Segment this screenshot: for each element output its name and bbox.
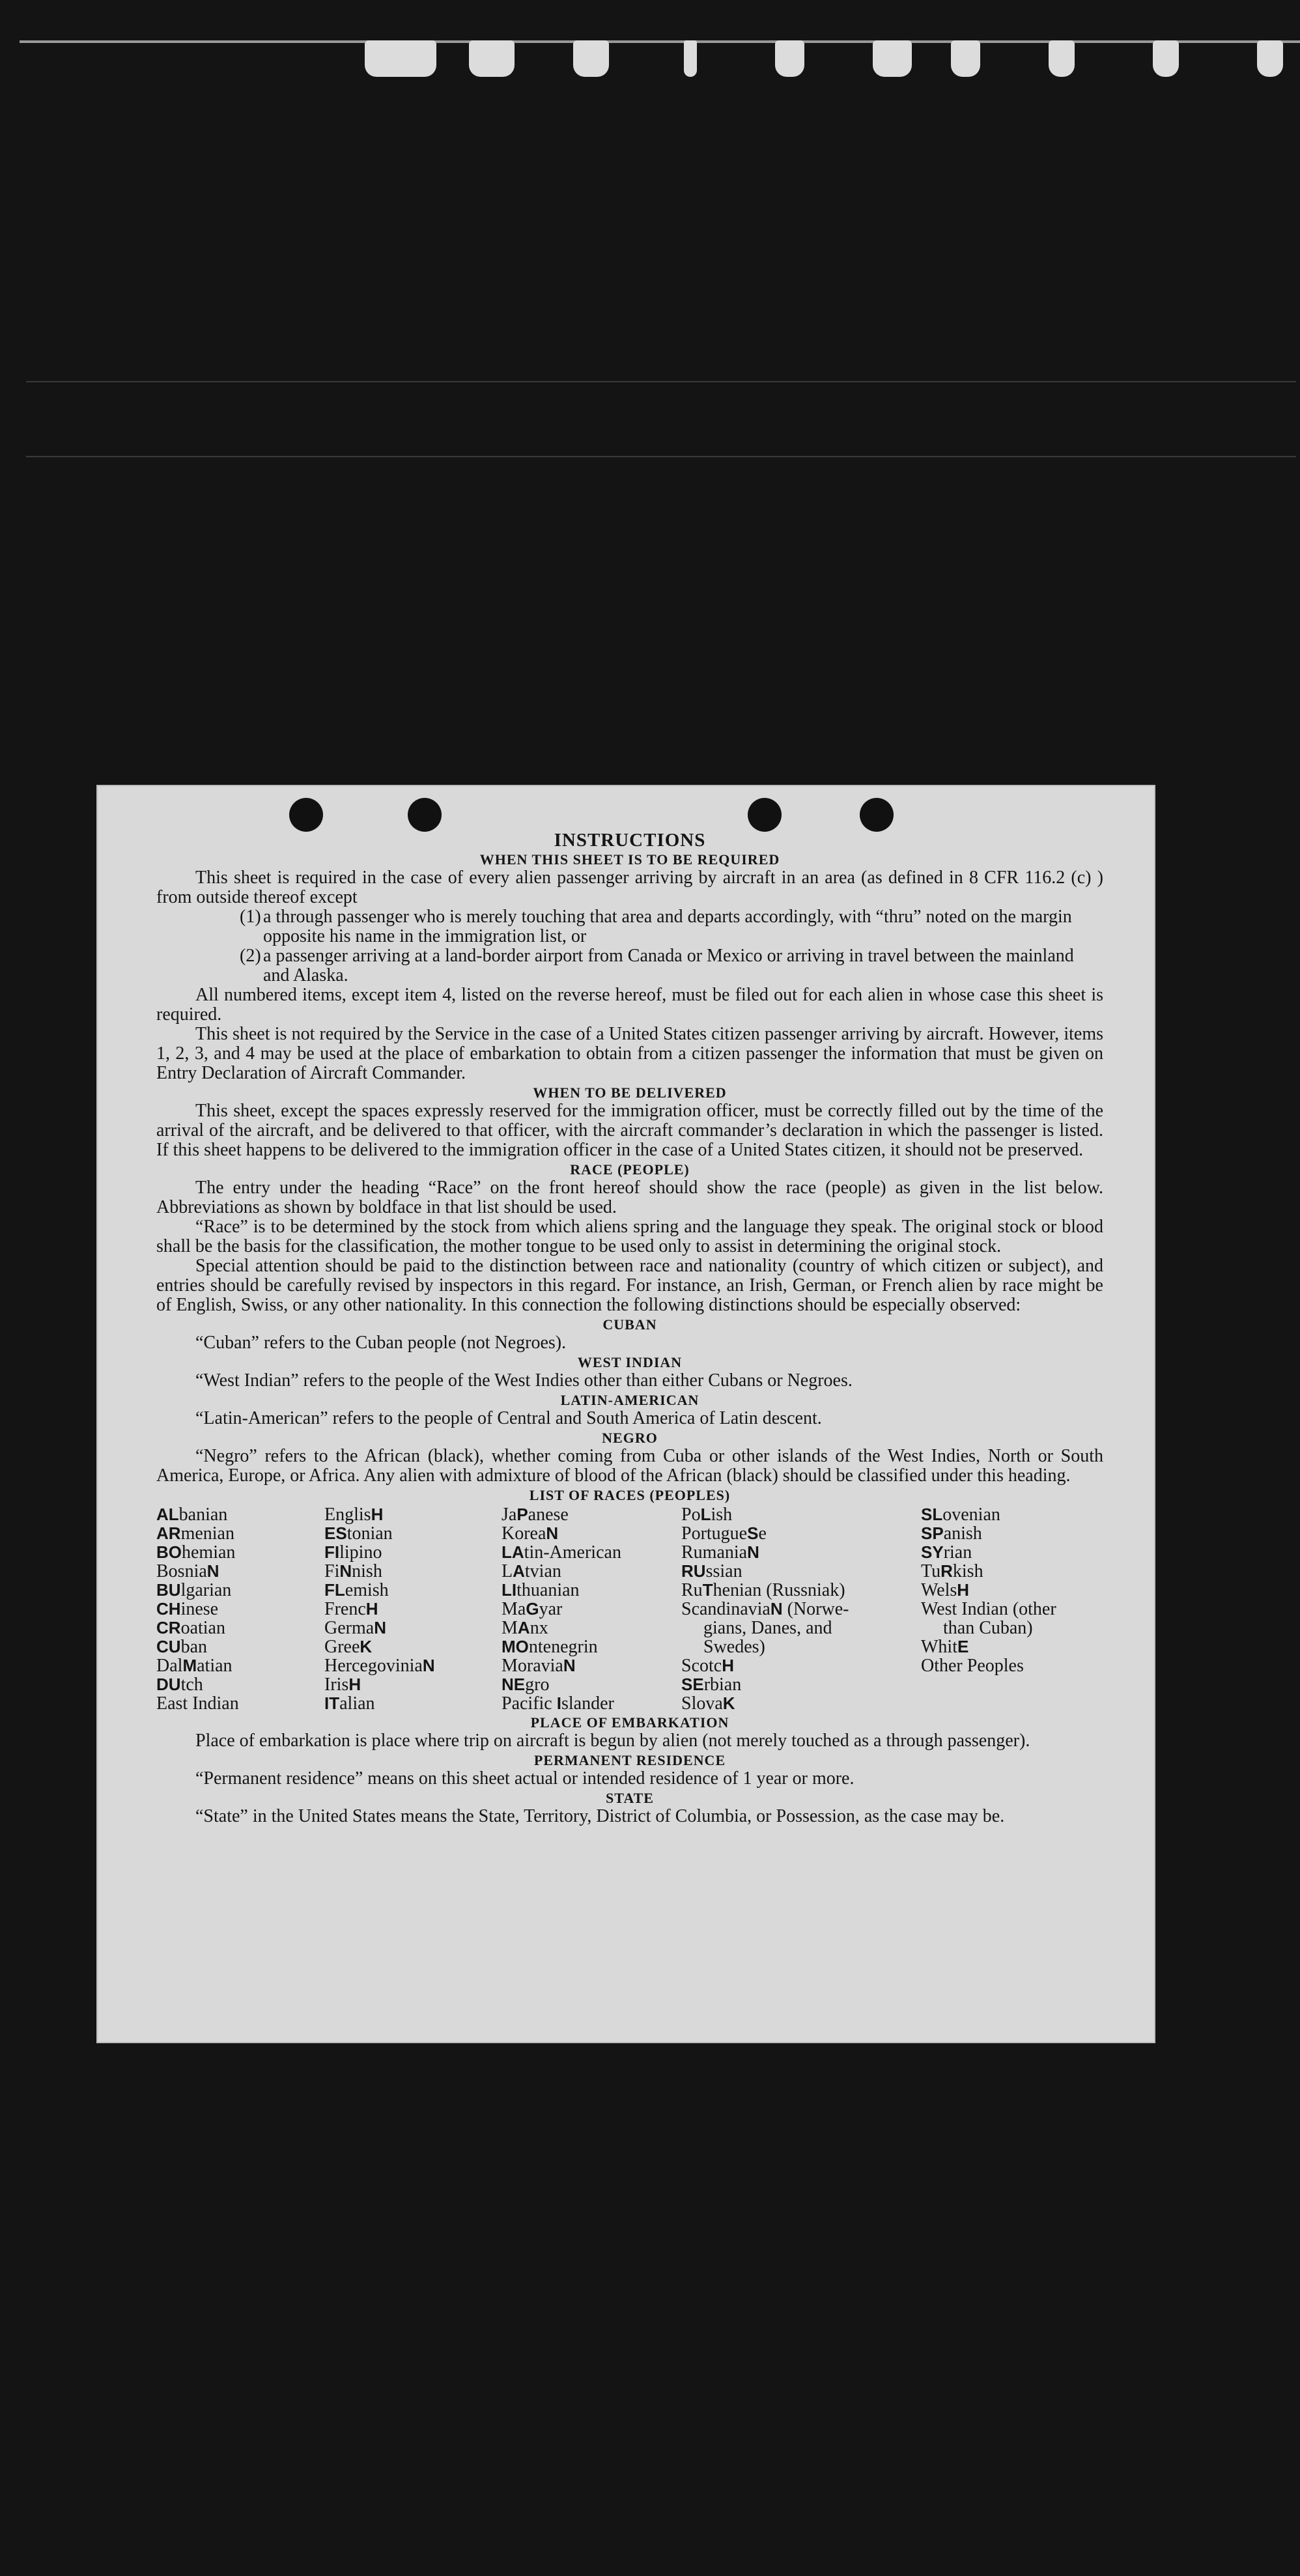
- film-mark: [684, 40, 697, 77]
- race-entry: SErbian: [681, 1675, 742, 1695]
- race-entry: MAnx: [502, 1618, 548, 1638]
- when-required-para2: All numbered items, except item 4, listed on the reverse hereof, must be filed out for each alien in whose case this sheet is required.: [156, 985, 1103, 1025]
- race-entry: MoraviaN: [502, 1656, 576, 1676]
- race-entry: ALbanian: [156, 1505, 228, 1525]
- latin-american-text: “Latin-American” refers to the people of Central and South America of Latin descent.: [195, 1408, 822, 1428]
- race-entry: WhitE: [921, 1637, 969, 1657]
- race-entry: DalMatian: [156, 1656, 233, 1676]
- race-entry: CRoatian: [156, 1618, 225, 1638]
- race-entry: Pacific Islander: [502, 1693, 614, 1714]
- heading-latin-american: LATIN-AMERICAN: [560, 1392, 699, 1408]
- instruction-sheet: [96, 785, 1155, 2043]
- heading-residence: PERMANENT RESIDENCE: [533, 1752, 726, 1768]
- race-entry: BUlgarian: [156, 1580, 232, 1600]
- race-entry: SPanish: [921, 1523, 982, 1544]
- race-entry: MOntenegrin: [502, 1637, 598, 1657]
- races-column: [156, 1505, 324, 1713]
- races-column: [681, 1505, 921, 1713]
- races-column: [921, 1505, 1110, 1713]
- race-entry: PoLish: [681, 1505, 733, 1525]
- heading-west-indian: WEST INDIAN: [577, 1354, 683, 1370]
- heading-when-delivered: WHEN TO BE DELIVERED: [533, 1084, 727, 1101]
- race-entry: ARmenian: [156, 1523, 234, 1544]
- race-entry: gians, Danes, and: [703, 1618, 832, 1638]
- race-entry: BOhemian: [156, 1542, 236, 1563]
- race-entry: than Cuban): [943, 1618, 1033, 1638]
- item-text: a through passenger who is merely touching that area and departs accordingly, with “thru” noted on the margin opposite his name in the immigration list, or: [263, 907, 1072, 946]
- race-entry: WelsH: [921, 1580, 970, 1600]
- race-entry: NEgro: [502, 1675, 550, 1695]
- punch-hole: [408, 798, 442, 832]
- heading-cuban: CUBAN: [602, 1316, 657, 1333]
- race-entry: GreeK: [324, 1637, 373, 1657]
- film-edge: [20, 40, 1300, 43]
- heading-embarkation: PLACE OF EMBARKATION: [530, 1714, 729, 1731]
- race-entry: EnglisH: [324, 1505, 384, 1525]
- race-entry: SlovaK: [681, 1693, 735, 1714]
- film-mark: [573, 40, 609, 77]
- race-entry: TuRkish: [921, 1561, 983, 1581]
- race-para2: “Race” is to be determined by the stock from which aliens spring and the language they speak. The original stock or blood shall be the basis for the classification, the mother tongue to be used only to assist in determining the original stock.: [156, 1217, 1103, 1256]
- race-entry: HercegoviniaN: [324, 1656, 435, 1676]
- film-mark: [1257, 40, 1283, 77]
- item-number: (1): [240, 907, 261, 927]
- race-entry: FrencH: [324, 1599, 378, 1619]
- heading-list-of-races: LIST OF RACES (PEOPLES): [529, 1487, 731, 1503]
- race-entry: FIlipino: [324, 1542, 382, 1563]
- punch-hole: [289, 798, 323, 832]
- race-entry: LIthuanian: [502, 1580, 580, 1600]
- race-entry: RUssian: [681, 1561, 742, 1581]
- race-entry: MaGyar: [502, 1599, 563, 1619]
- when-delivered-text: This sheet, except the spaces expressly reserved for the immigration officer, must be correctly filled out by the time of the arrival of the aircraft, and be delivered to that officer, with the aircraft commander’s declaration in which the passenger is listed. If this sheet happens to be delivered to the immigration officer in the case of a United States citizen, it should not be preserved.: [156, 1101, 1103, 1160]
- race-entry: SLovenian: [921, 1505, 1000, 1525]
- race-entry: ITalian: [324, 1693, 375, 1714]
- punch-hole: [748, 798, 782, 832]
- state-text: “State” in the United States means the State, Territory, District of Columbia, or Possession, as the case may be.: [195, 1806, 1005, 1826]
- race-para1: The entry under the heading “Race” on the front hereof should show the race (people) as given in the list below. Abbreviations as shown by boldface in that list should be used.: [156, 1178, 1103, 1217]
- item-text: a passenger arriving at a land-border airport from Canada or Mexico or arriving in travel between the mainland and Alaska.: [263, 946, 1074, 985]
- race-entry: RuThenian (Russniak): [681, 1580, 845, 1600]
- race-entry: BosniaN: [156, 1561, 219, 1581]
- race-entry: ScandinaviaN (Norwe-: [681, 1599, 849, 1619]
- list-item: [240, 907, 1103, 946]
- when-required-intro: This sheet is required in the case of every alien passenger arriving by aircraft in an area (as defined in 8 CFR 116.2 (c) ) from outside thereof except: [156, 868, 1103, 907]
- film-mark: [365, 40, 436, 77]
- race-entry: CUban: [156, 1637, 207, 1657]
- heading-race: RACE (PEOPLE): [570, 1161, 690, 1178]
- film-mark: [951, 40, 980, 77]
- race-entry: CHinese: [156, 1599, 219, 1619]
- races-table: [156, 1505, 1103, 1713]
- race-entry: EStonian: [324, 1523, 393, 1544]
- race-entry: GermaN: [324, 1618, 386, 1638]
- film-scratch: [26, 456, 1296, 457]
- race-entry: JaPanese: [502, 1505, 569, 1525]
- race-entry: West Indian (other: [921, 1599, 1056, 1619]
- when-required-para3: This sheet is not required by the Service in the case of a United States citizen passenger arriving by aircraft. However, items 1, 2, 3, and 4 may be used at the place of embarkation to obtain from a citizen passenger the information that must be given on Entry Declaration of Aircraft Commander.: [156, 1024, 1103, 1083]
- item-number: (2): [240, 946, 261, 966]
- races-column: [324, 1505, 502, 1713]
- film-mark: [873, 40, 912, 77]
- film-mark: [775, 40, 804, 77]
- race-entry: ScotcH: [681, 1656, 734, 1676]
- race-entry: Other Peoples: [921, 1656, 1024, 1676]
- sheet-title: INSTRUCTIONS: [554, 830, 706, 851]
- race-entry: LAtin-American: [502, 1542, 621, 1563]
- race-entry: KoreaN: [502, 1523, 559, 1544]
- race-entry: RumaniaN: [681, 1542, 759, 1563]
- residence-text: “Permanent residence” means on this sheet actual or intended residence of 1 year or more.: [195, 1768, 855, 1789]
- race-entry: DUtch: [156, 1675, 203, 1695]
- film-mark: [1049, 40, 1075, 77]
- film-mark: [469, 40, 515, 77]
- embarkation-text: Place of embarkation is place where trip on aircraft is begun by alien (not merely touched as a through passenger).: [195, 1731, 1030, 1751]
- race-entry: Swedes): [703, 1637, 765, 1657]
- film-mark: [1153, 40, 1179, 77]
- punch-hole: [860, 798, 894, 832]
- race-entry: SYrian: [921, 1542, 972, 1563]
- negro-text: “Negro” refers to the African (black), whether coming from Cuba or other islands of the West Indies, North or South America, Europe, or Africa. Any alien with admixture of blood of the African (black) should be classified under this heading.: [156, 1446, 1103, 1486]
- race-entry: LAtvian: [502, 1561, 561, 1581]
- race-entry: East Indian: [156, 1693, 239, 1714]
- race-entry: IrisH: [324, 1675, 361, 1695]
- list-item: [240, 946, 1103, 985]
- cuban-text: “Cuban” refers to the Cuban people (not Negroes).: [195, 1333, 567, 1353]
- races-column: [502, 1505, 681, 1713]
- race-entry: PortugueSe: [681, 1523, 767, 1544]
- west-indian-text: “West Indian” refers to the people of the West Indies other than either Cubans or Negroes.: [195, 1370, 853, 1391]
- heading-when-required: WHEN THIS SHEET IS TO BE REQUIRED: [479, 851, 780, 868]
- race-para3: Special attention should be paid to the distinction between race and nationality (country of which citizen or subject), and entries should be carefully revised by inspectors in this regard. For instance, an Irish, German, or French alien by race might be of English, Swiss, or any other nationality. In this connection the following distinctions should be especially observed:: [156, 1256, 1103, 1315]
- race-entry: FiNnish: [324, 1561, 382, 1581]
- race-entry: FLemish: [324, 1580, 389, 1600]
- exception-list: [156, 907, 1103, 985]
- heading-negro: NEGRO: [602, 1430, 658, 1446]
- heading-state: STATE: [606, 1790, 654, 1806]
- film-scratch: [26, 381, 1296, 382]
